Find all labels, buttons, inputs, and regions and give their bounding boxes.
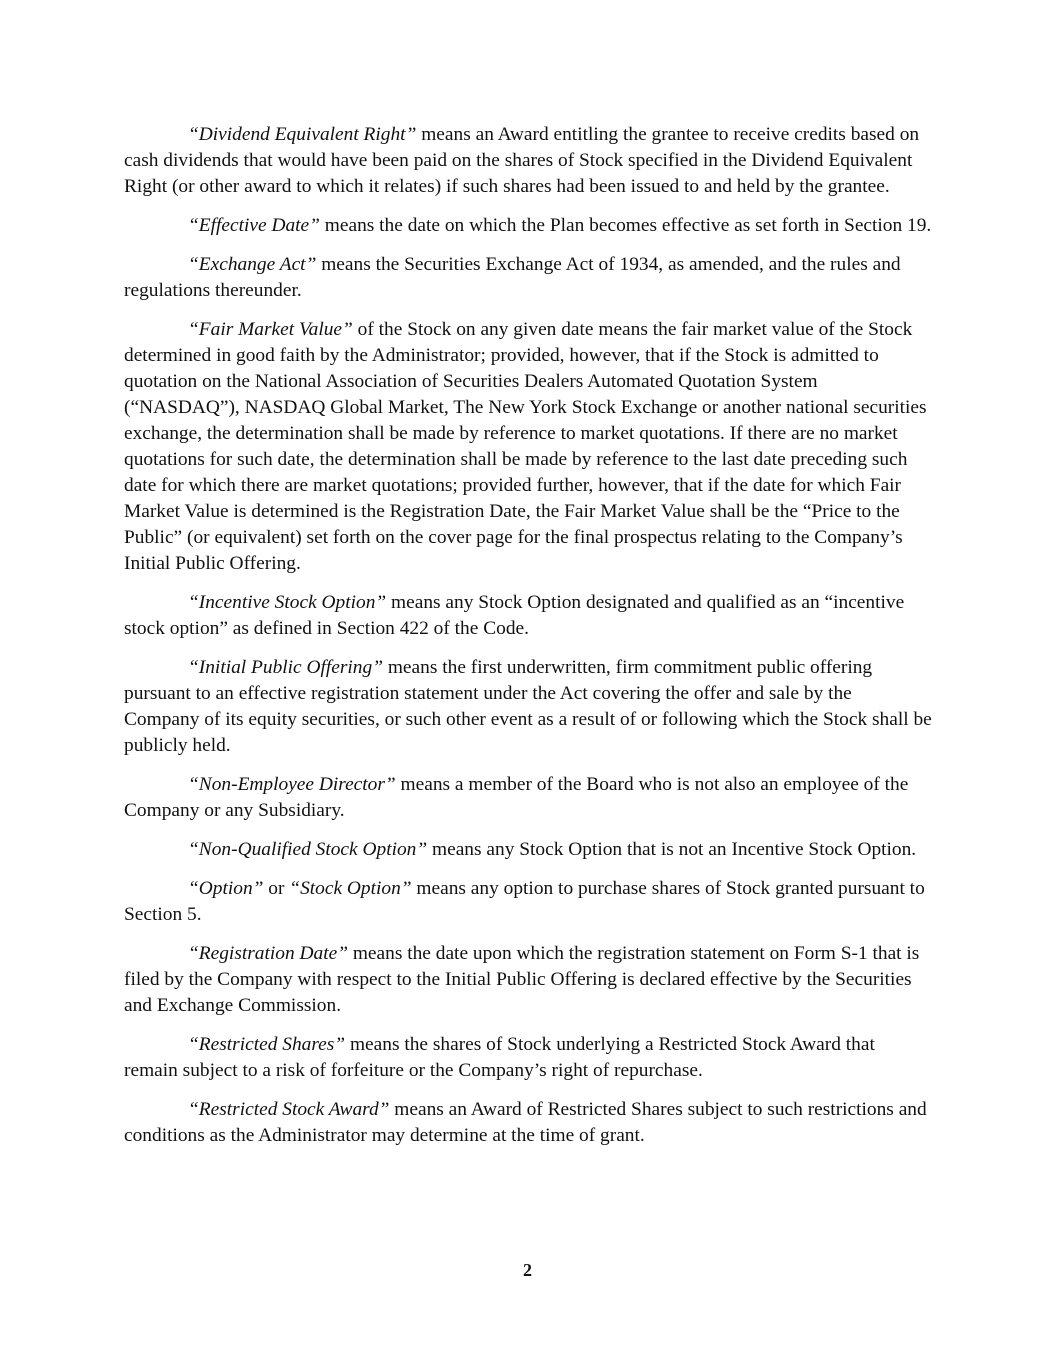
definition-term: “Non-Employee Director” xyxy=(188,774,396,795)
definition-registration-date xyxy=(124,941,932,1019)
definition-term: “Effective Date” xyxy=(188,215,320,236)
definition-term: “Option” xyxy=(188,878,264,899)
definition-restricted-stock-award xyxy=(124,1097,932,1149)
page-number: 2 xyxy=(523,1260,532,1280)
definition-text: means any option to purchase shares of Stock granted pursuant to Section 5. xyxy=(124,878,925,925)
definition-text: of the Stock on any given date means the fair market value of the Stock determined in good faith by the Administrator; provided, however, that if the Stock is admitted to quotation on the National Association of Securities Dealers Automated Quotation System (“NASDAQ”), NASDAQ Global Market, The New York Stock Exchange or another national securities exchange, the determination shall be made by reference to market quotations. If there are no market quotations for such date, the determination shall be made by reference to the last date preceding such date for which there are market quotations; provided further, however, that if the date for which Fair Market Value is determined is the Registration Date, the Fair Market Value shall be the “Price to the Public” (or equivalent) set forth on the cover page for the final prospectus relating to the Company’s Initial Public Offering. xyxy=(124,319,927,574)
definition-dividend-equivalent-right xyxy=(124,122,932,200)
definition-text: means the date on which the Plan becomes effective as set forth in Section 19. xyxy=(319,215,932,236)
definition-term: “Exchange Act” xyxy=(188,254,317,275)
definition-text: means the Securities Exchange Act of 1934, as amended, and the rules and regulations thereunder. xyxy=(124,254,901,301)
definition-text: means the first underwritten, firm commitment public offering pursuant to an effective registration statement under the Act covering the offer and sale by the Company of its equity securities, or such other event as a result of or following which the Stock shall be publicly held. xyxy=(124,657,932,756)
definition-text: means any Stock Option that is not an Incentive Stock Option. xyxy=(427,839,917,860)
definition-term: “Dividend Equivalent Right” xyxy=(188,124,417,145)
definition-text: means any Stock Option designated and qualified as an “incentive stock option” as defined in Section 422 of the Code. xyxy=(124,592,905,639)
definition-term: “Fair Market Value” xyxy=(188,319,353,340)
definition-text: means the shares of Stock underlying a Restricted Stock Award that remain subject to a risk of forfeiture or the Company’s right of repurchase. xyxy=(124,1034,875,1081)
definitions-section xyxy=(124,122,932,1162)
definition-incentive-stock-option xyxy=(124,590,932,642)
definition-term: “Registration Date” xyxy=(188,943,348,964)
definition-term: “Restricted Stock Award” xyxy=(188,1099,390,1120)
definition-non-employee-director xyxy=(124,772,932,824)
definition-text: means an Award entitling the grantee to receive credits based on cash dividends that would have been paid on the shares of Stock specified in the Dividend Equivalent Right (or other award to which it relates) if such shares had been issued to and held by the grantee. xyxy=(124,124,920,197)
definition-initial-public-offering xyxy=(124,655,932,759)
definition-text: means an Award of Restricted Shares subject to such restrictions and conditions as the Administrator may determine at the time of grant. xyxy=(124,1099,927,1146)
definition-restricted-shares xyxy=(124,1032,932,1084)
definition-option xyxy=(124,876,932,928)
definition-effective-date xyxy=(124,213,932,239)
definition-exchange-act xyxy=(124,252,932,304)
definition-term: “Initial Public Offering” xyxy=(188,657,383,678)
definition-connector: or xyxy=(263,878,290,899)
definition-fair-market-value xyxy=(124,317,932,577)
definition-non-qualified-stock-option xyxy=(124,837,932,863)
definition-text: means a member of the Board who is not also an employee of the Company or any Subsidiary. xyxy=(124,774,909,821)
definition-term-alt: “Stock Option” xyxy=(289,878,412,899)
definition-text: means the date upon which the registration statement on Form S-1 that is filed by the Company with respect to the Initial Public Offering is declared effective by the Securities and Exchange Commission. xyxy=(124,943,920,1016)
definition-term: “Incentive Stock Option” xyxy=(188,592,387,613)
definition-term: “Non-Qualified Stock Option” xyxy=(188,839,428,860)
definition-term: “Restricted Shares” xyxy=(188,1034,346,1055)
